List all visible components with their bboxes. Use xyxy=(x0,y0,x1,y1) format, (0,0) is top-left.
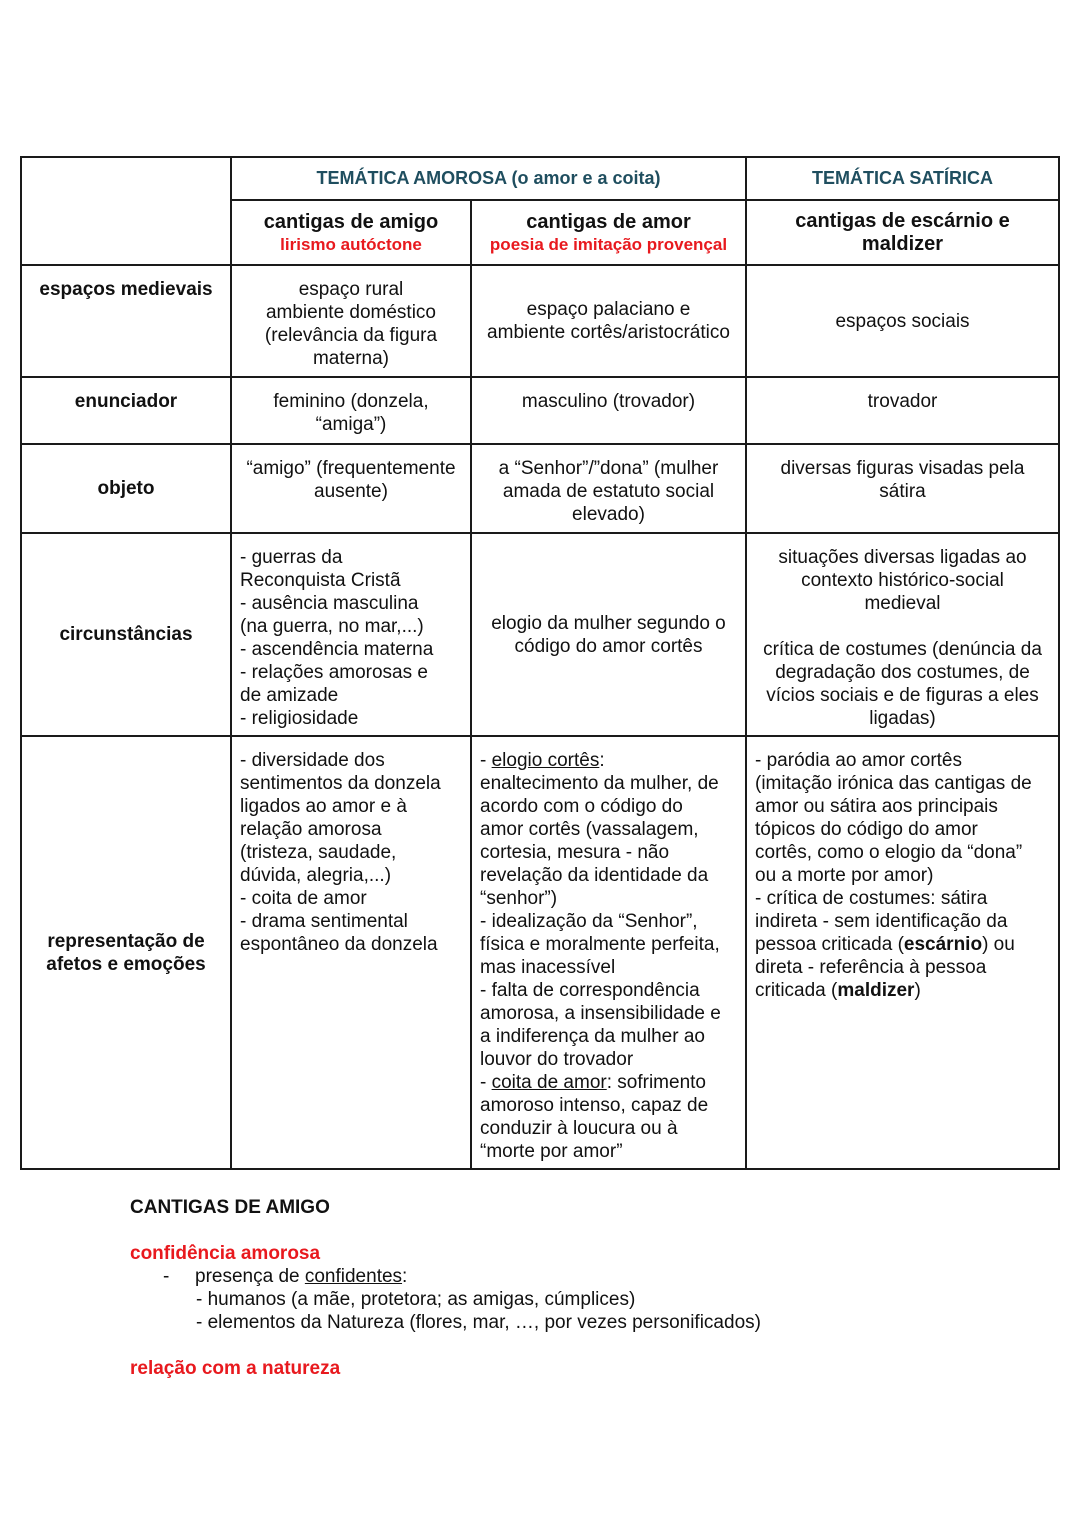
sub-item-humanos: - humanos (a mãe, protetora; as amigas, cúmplices) xyxy=(196,1289,636,1310)
text-line: tópicos do código do amor xyxy=(755,819,978,840)
text-line: revelação da identidade da xyxy=(480,865,709,886)
cell-espacos-amigo xyxy=(231,265,471,377)
text-line: relação amorosa xyxy=(240,819,382,840)
text-line: vícios sociais e de figuras a eles xyxy=(766,685,1039,706)
text-line: dúvida, alegria,...) xyxy=(240,865,392,886)
col-header-amigo xyxy=(231,200,471,265)
cell-espacos-satira: espaços sociais xyxy=(746,265,1059,377)
bullet-text xyxy=(195,1265,407,1288)
notes-heading: CANTIGAS DE AMIGO xyxy=(130,1197,330,1218)
text-line: ligados ao amor e à xyxy=(240,796,407,817)
text-line: - paródia ao amor cortês xyxy=(755,750,962,771)
text-fragment: ) ou xyxy=(982,934,1015,955)
sub-item-natureza: - elementos da Natureza (flores, mar, …, por vezes personificados) xyxy=(196,1312,761,1333)
text-line: conduzir à loucura ou à xyxy=(480,1118,678,1139)
text-line: amada de estatuto social xyxy=(502,481,715,502)
col-title-escarnio-line1: cantigas de escárnio e xyxy=(795,209,1010,232)
text-line: amorosa, a insensibilidade e xyxy=(480,1003,721,1024)
row-label-objeto: objeto xyxy=(21,444,231,533)
text-line: elevado) xyxy=(572,504,645,525)
text-line: afetos e emoções xyxy=(46,953,206,975)
text-line: - idealização da “Senhor”, xyxy=(480,911,698,932)
text-fragment: pessoa criticada ( xyxy=(755,934,904,955)
text-line: (imitação irónica das cantigas de xyxy=(755,773,1032,794)
cell-circunstancias-amigo xyxy=(231,533,471,736)
text-line: código do amor cortês xyxy=(514,635,703,657)
text-fragment: presença de xyxy=(195,1266,305,1287)
text-line: representação de xyxy=(47,930,205,952)
text-line: ou a morte por amor) xyxy=(755,865,934,886)
cell-espacos-amor xyxy=(471,265,746,377)
text-line: ausente) xyxy=(314,481,388,502)
row-label-enunciador: enunciador xyxy=(21,377,231,444)
text-line: contexto histórico-social xyxy=(801,570,1004,591)
text-line: crítica de costumes (denúncia da xyxy=(763,639,1042,660)
text-line: “morte por amor” xyxy=(480,1141,623,1162)
col-title-amor: cantigas de amor xyxy=(526,210,691,233)
text-fragment: : sofrimento xyxy=(606,1072,706,1093)
text-line: acordo com o código do xyxy=(480,796,683,817)
maldizer-term: maldizer xyxy=(837,980,915,1001)
coita-de-amor-term: coita de amor xyxy=(491,1072,607,1093)
text-line: medieval xyxy=(864,593,941,614)
text-line xyxy=(755,933,1050,956)
text-line: - relações amorosas e xyxy=(240,662,428,683)
text-line: amoroso intenso, capaz de xyxy=(480,1095,709,1116)
cell-objeto-amigo xyxy=(231,444,471,533)
cell-circunstancias-amor xyxy=(471,533,746,736)
text-line: (na guerra, no mar,...) xyxy=(240,616,424,637)
text-line: materna) xyxy=(312,348,390,369)
cell-enunciador-satira: trovador xyxy=(746,377,1059,444)
text-fragment: ) xyxy=(914,980,921,1001)
bullet-confidentes xyxy=(163,1265,761,1288)
confidentes-term: confidentes xyxy=(304,1266,403,1287)
text-line: - crítica de costumes: sátira xyxy=(755,888,988,909)
cell-representacao-amigo xyxy=(231,736,471,1169)
group-header-amorosa: TEMÁTICA AMOROSA (o amor e a coita) xyxy=(231,157,746,200)
bullet-dash: - xyxy=(163,1266,170,1287)
col-subtitle-amor: poesia de imitação provençal xyxy=(489,234,728,254)
cell-representacao-satira xyxy=(746,736,1059,1169)
text-line: - drama sentimental xyxy=(240,911,408,932)
section-confidencia: confidência amorosa xyxy=(130,1243,321,1264)
text-line: (relevância da figura xyxy=(264,325,438,346)
text-line: “senhor”) xyxy=(480,888,558,909)
row-label-representacao xyxy=(21,736,231,1169)
comparison-table xyxy=(20,156,1060,1170)
text-fragment: criticada ( xyxy=(755,980,838,1001)
row-espacos xyxy=(21,265,1059,377)
text-line: cortês, como o elogio da “dona” xyxy=(755,842,1023,863)
text-line: ligadas) xyxy=(869,708,936,729)
text-line: - ausência masculina xyxy=(240,593,419,614)
section-natureza: relação com a natureza xyxy=(130,1358,341,1379)
text-line: espontâneo da donzela xyxy=(240,934,438,955)
text-line: (tristeza, saudade, xyxy=(240,842,397,863)
text-line: louvor do trovador xyxy=(480,1049,634,1070)
escarnio-term: escárnio xyxy=(903,934,983,955)
row-enunciador xyxy=(21,377,1059,444)
text-line: ambiente cortês/aristocrático xyxy=(487,322,730,343)
group-header-satirica: TEMÁTICA SATÍRICA xyxy=(746,157,1059,200)
empty-corner-cell xyxy=(21,157,231,265)
text-line: a indiferença da mulher ao xyxy=(480,1026,705,1047)
text-line: amor cortês (vassalagem, xyxy=(480,819,699,840)
text-line: cortesia, mesura - não xyxy=(480,842,670,863)
spacer xyxy=(130,1219,761,1242)
text-line: diversas figuras visadas pela xyxy=(780,458,1025,479)
cell-representacao-amor xyxy=(471,736,746,1169)
text-line: ambiente doméstico xyxy=(265,302,437,323)
text-line: - coita de amor xyxy=(240,888,367,909)
col-title-amigo: cantigas de amigo xyxy=(263,210,439,233)
text-line: - falta de correspondência xyxy=(480,980,700,1001)
col-header-amor xyxy=(471,200,746,265)
text-line: “amiga”) xyxy=(315,414,387,435)
text-line: “amigo” (frequentemente xyxy=(246,458,456,479)
text-line: feminino (donzela, xyxy=(273,391,429,412)
text-line: - coita de amor: sofrimento xyxy=(480,1072,706,1093)
elogio-cortes-term: elogio cortês xyxy=(491,750,600,771)
row-label-espacos: espaços medievais xyxy=(21,265,231,377)
text-line: mas inacessível xyxy=(480,957,616,978)
text-line: sentimentos da donzela xyxy=(240,773,441,794)
text-line: - ascendência materna xyxy=(240,639,434,660)
cell-objeto-amor xyxy=(471,444,746,533)
text-line: de amizade xyxy=(240,685,339,706)
text-line: amor ou sátira aos principais xyxy=(755,796,998,817)
text-line: espaço palaciano e xyxy=(526,299,691,320)
text-line: - diversidade dos xyxy=(240,750,385,771)
text-line: - religiosidade xyxy=(240,708,359,729)
text-line: Reconquista Cristã xyxy=(240,570,401,591)
row-objeto xyxy=(21,444,1059,533)
text-line: - elogio cortês: xyxy=(480,750,605,771)
text-line: física e moralmente perfeita, xyxy=(480,934,720,955)
col-title-escarnio-line2: maldizer xyxy=(861,232,944,255)
text-line: direta - referência à pessoa xyxy=(755,957,987,978)
text-line: espaço rural xyxy=(298,279,404,300)
cell-objeto-satira xyxy=(746,444,1059,533)
cell-circunstancias-satira xyxy=(746,533,1059,736)
text-line: sátira xyxy=(879,481,926,502)
text-line: elogio da mulher segundo o xyxy=(491,612,726,634)
text-line: enaltecimento da mulher, de xyxy=(480,773,719,794)
text-line: degradação dos costumes, de xyxy=(775,662,1030,683)
notes-section xyxy=(130,1196,761,1380)
text-line: a “Senhor”/”dona” (mulher xyxy=(498,458,719,479)
text-line xyxy=(755,979,1050,1002)
text-line: indireta - sem identificação da xyxy=(755,911,1008,932)
col-subtitle-amigo: lirismo autóctone xyxy=(280,234,422,254)
cell-enunciador-amigo xyxy=(231,377,471,444)
row-circunstancias xyxy=(21,533,1059,736)
col-header-escarnio xyxy=(746,200,1059,265)
text-line: situações diversas ligadas ao xyxy=(778,547,1027,568)
row-representacao xyxy=(21,736,1059,1169)
row-label-circunstancias: circunstâncias xyxy=(21,533,231,736)
text-fragment: : xyxy=(402,1266,408,1287)
text-line: - guerras da xyxy=(240,547,343,568)
blank-line xyxy=(755,615,1050,638)
spacer xyxy=(130,1334,761,1357)
cell-enunciador-amor: masculino (trovador) xyxy=(471,377,746,444)
